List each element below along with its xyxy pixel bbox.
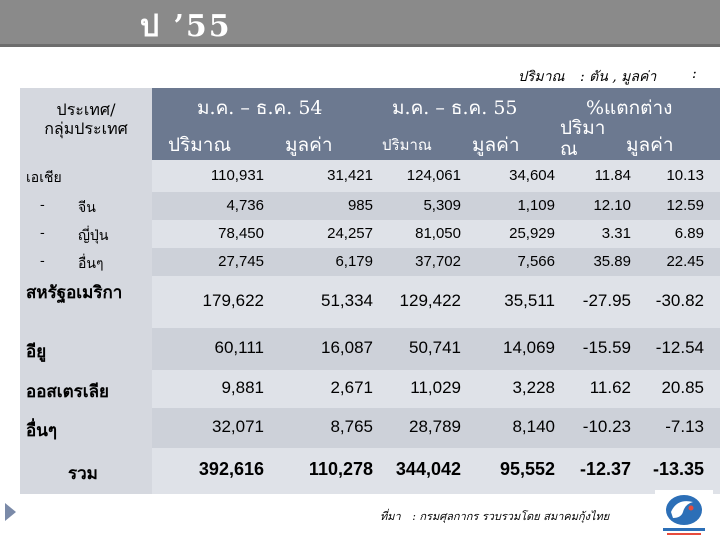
cell-pv: 22.45 [666,253,704,270]
cell-q55: 50,741 [409,338,461,357]
cell-v54: 2,671 [330,378,373,397]
cell-v55: 34,604 [509,167,555,184]
cell-q55: 5,309 [423,197,461,214]
row-label: ออสเตรเลีย [26,382,109,402]
cell-q54: 4,736 [226,197,264,214]
cell-v55: 3,228 [512,378,555,397]
cell-pv: 20.85 [661,378,704,397]
cell-pv: -12.54 [655,338,704,357]
cell-pv: -7.13 [665,417,704,436]
row-label: อื่นๆ [78,256,104,272]
cell-v54: 24,257 [327,225,373,242]
cell-pq: 12.10 [593,197,631,214]
cell-v54: 985 [347,197,373,214]
cell-q54: 392,616 [198,459,264,479]
cell-v55: 1,109 [517,197,555,214]
header-pct-qty: ปริมา ณ [560,117,606,160]
unit-ton-label: : ตัน , มูลค่า [580,69,657,85]
row-dash: - [40,197,45,213]
export-table [20,88,710,496]
header-percent-diff: %แตกต่าง [586,97,673,119]
cell-q55: 37,702 [415,253,461,270]
source-footer [380,507,617,525]
header-period-55: ม.ค. – ธ.ค. 55 [392,97,518,119]
cell-q55: 124,061 [406,167,461,184]
row-label: ญี่ปุ่น [78,228,109,244]
cell-pv: -30.82 [655,291,704,310]
cell-q54: 110,931 [210,167,264,184]
cell-pv: -13.35 [652,459,704,479]
cell-pv: 12.59 [666,197,704,214]
cell-v55: 8,140 [512,417,555,436]
cell-q54: 78,450 [218,225,264,242]
cell-pq: 11.62 [589,378,631,397]
slide-title: ป ’55 [140,9,232,44]
cell-v54: 31,421 [327,167,373,184]
header-val-54: มูลค่า [285,134,333,156]
cell-pq: -12.37 [579,459,631,479]
header-pct-val: มูลค่า [626,134,674,156]
title-bar [0,0,720,47]
unit-qty-label: ปริมาณ [518,69,565,85]
row-label: จีน [78,200,96,216]
cell-q54: 60,111 [214,338,264,357]
cell-v55: 7,566 [517,253,555,270]
cell-v55: 14,069 [503,338,555,357]
cell-q54: 32,071 [212,417,264,436]
country-group-header: ประเทศ/ กลุ่มประเทศ [44,100,128,138]
cell-v54: 110,278 [308,459,373,479]
row-label: รวม [68,464,98,484]
cell-v55: 25,929 [509,225,555,242]
cell-pv: 6.89 [674,225,704,242]
header-qty-54: ปริมาณ [168,134,232,156]
header-val-55: มูลค่า [472,134,520,156]
source-text: : กรมศุลกากร รวบรวมโดย สมาคมกุ้งไทย [412,510,610,523]
association-logo-icon [655,490,713,536]
cell-q55: 11,029 [410,378,461,397]
cell-v54: 6,179 [335,253,373,270]
cell-q55: 344,042 [395,459,461,479]
cell-v54: 8,765 [330,417,373,436]
cell-pq: -15.59 [582,338,631,357]
row-label: อื่นๆ [26,421,57,441]
cell-q55: 81,050 [415,225,461,242]
row-dash: - [40,253,45,269]
cell-v54: 51,334 [321,291,373,310]
cell-pq: -10.23 [582,417,631,436]
cell-v54: 16,087 [321,338,373,357]
nav-arrow-icon[interactable] [5,503,16,521]
row-dash: - [40,225,45,241]
cell-v55: 35,511 [504,291,555,310]
cell-q55: 28,789 [409,417,461,436]
source-label: ที่มา [380,510,401,523]
cell-v55: 95,552 [499,459,555,479]
row-label: อียู [26,342,47,362]
cell-q54: 27,745 [218,253,264,270]
cell-pq: 35.89 [593,253,631,270]
row-label: สหรัฐอเมริกา [26,283,123,303]
cell-pq: 3.31 [601,225,631,242]
cell-pq: -27.95 [582,291,631,310]
cell-pq: 11.84 [594,167,631,184]
header-qty-55: ปริมาณ [382,136,432,154]
unit-value-label: : [692,66,697,82]
cell-pv: 10.13 [666,167,704,184]
row-label: เอเชีย [26,170,62,186]
cell-q54: 9,881 [221,378,264,397]
cell-q54: 179,622 [202,291,264,310]
cell-q55: 129,422 [399,291,461,310]
header-period-54: ม.ค. – ธ.ค. 54 [197,97,323,119]
